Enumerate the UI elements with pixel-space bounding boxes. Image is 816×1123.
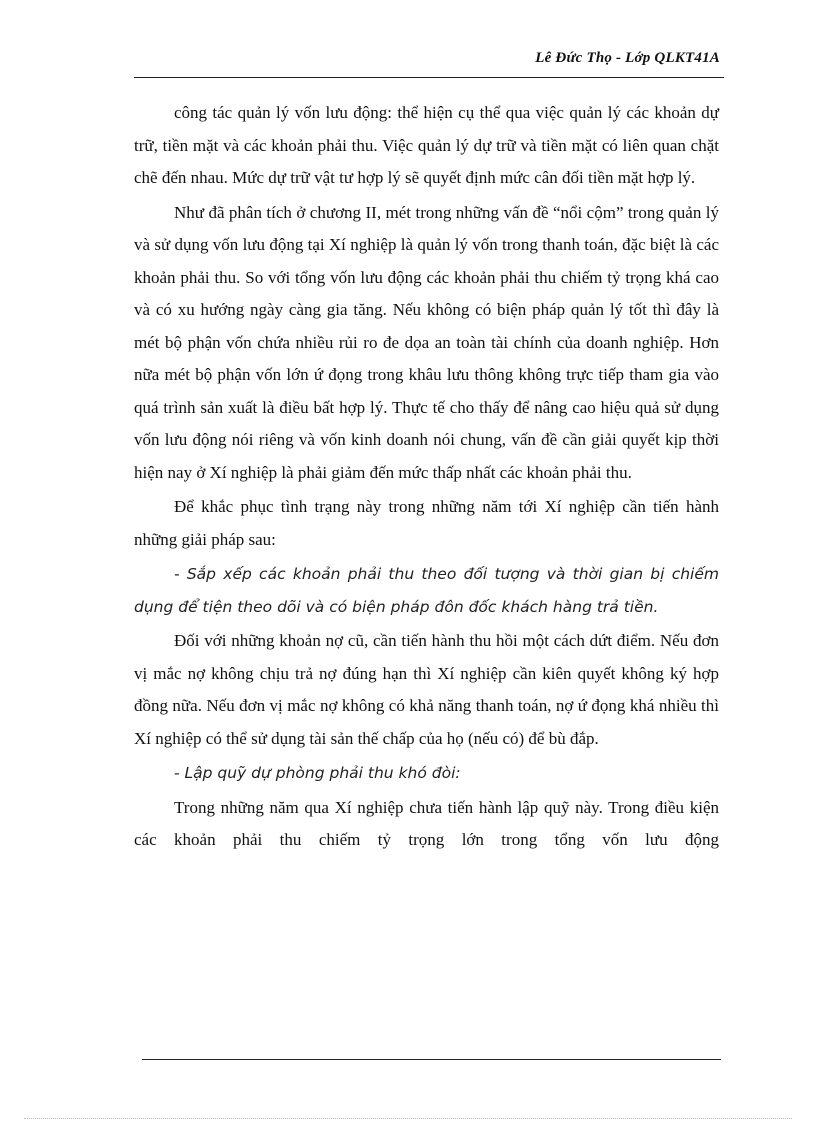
paragraph-old-debts: Đối với những khoản nợ cũ, cần tiến hành thu hồi một cách dứt điểm. Nếu đơn vị mắc nợ không chịu trả nợ đúng hạn thì Xí nghiệp cần kiên quyết không ký hợp đồng nữa. Nếu đơn vị mắc nợ không có khả năng thanh toán, nợ ứ đọng khá nhiều thì Xí nghiệp có thể sử dụng tài sản thế chấp của họ (nếu có) để bù đắp. [134, 631, 719, 748]
document-body [134, 97, 719, 859]
page-bottom-edge [24, 1118, 792, 1119]
bullet-classify-receivables: - Sắp xếp các khoản phải thu theo đối tượng và thời gian bị chiếm dụng để tiện theo dõi và có biện pháp đôn đốc khách hàng trả tiền. [134, 565, 719, 616]
footer-divider [142, 1059, 721, 1060]
bullet-bad-debt-reserve: - Lập quỹ dự phòng phải thu khó đòi: [174, 764, 461, 782]
paragraph-solutions-intro: Để khắc phục tình trạng này trong những năm tới Xí nghiệp cần tiến hành những giải pháp sau: [134, 497, 719, 549]
paragraph-working-capital-management: công tác quản lý vốn lưu động: thể hiện cụ thể qua việc quản lý các khoản dự trữ, tiền mặt và các khoản phải thu. Việc quản lý dự trữ và tiền mặt có liên quan chặt chẽ đến nhau. Mức dự trữ vật tư hợp lý sẽ quyết định mức cân đối tiền mặt hợp lý. [134, 103, 719, 187]
header-divider [134, 77, 724, 78]
page-header-author: Lê Đức Thọ - Lớp QLKT41A [535, 50, 720, 66]
paragraph-receivables-analysis: Như đã phân tích ở chương II, mét trong những vấn đề “nổi cộm” trong quản lý và sử dụng vốn lưu động tại Xí nghiệp là quản lý vốn trong thanh toán, đặc biệt là các khoản phải thu. So với tổng vốn lưu động các khoản phải thu chiếm tỷ trọng khá cao và có xu hướng ngày càng gia tăng. Nếu không có biện pháp quản lý tốt thì đây là mét bộ phận vốn chứa nhiều rủi ro đe dọa an toàn tài chính của doanh nghiệp. Hơn nữa mét bộ phận vốn lớn ứ đọng trong khâu lưu thông không trực tiếp tham gia vào quá trình sản xuất là điều bất hợp lý. Thực tế cho thấy để nâng cao hiệu quả sử dụng vốn lưu động nói riêng và vốn kinh doanh nói chung, vấn đề cần giải quyết kịp thời hiện nay ở Xí nghiệp là phải giảm đến mức thấp nhất các khoản phải thu. [134, 202, 719, 482]
paragraph-reserve-fund: Trong những năm qua Xí nghiệp chưa tiến hành lập quỹ này. Trong điều kiện các khoản phải thu chiếm tỷ trọng lớn trong tổng vốn lưu động [134, 797, 719, 849]
